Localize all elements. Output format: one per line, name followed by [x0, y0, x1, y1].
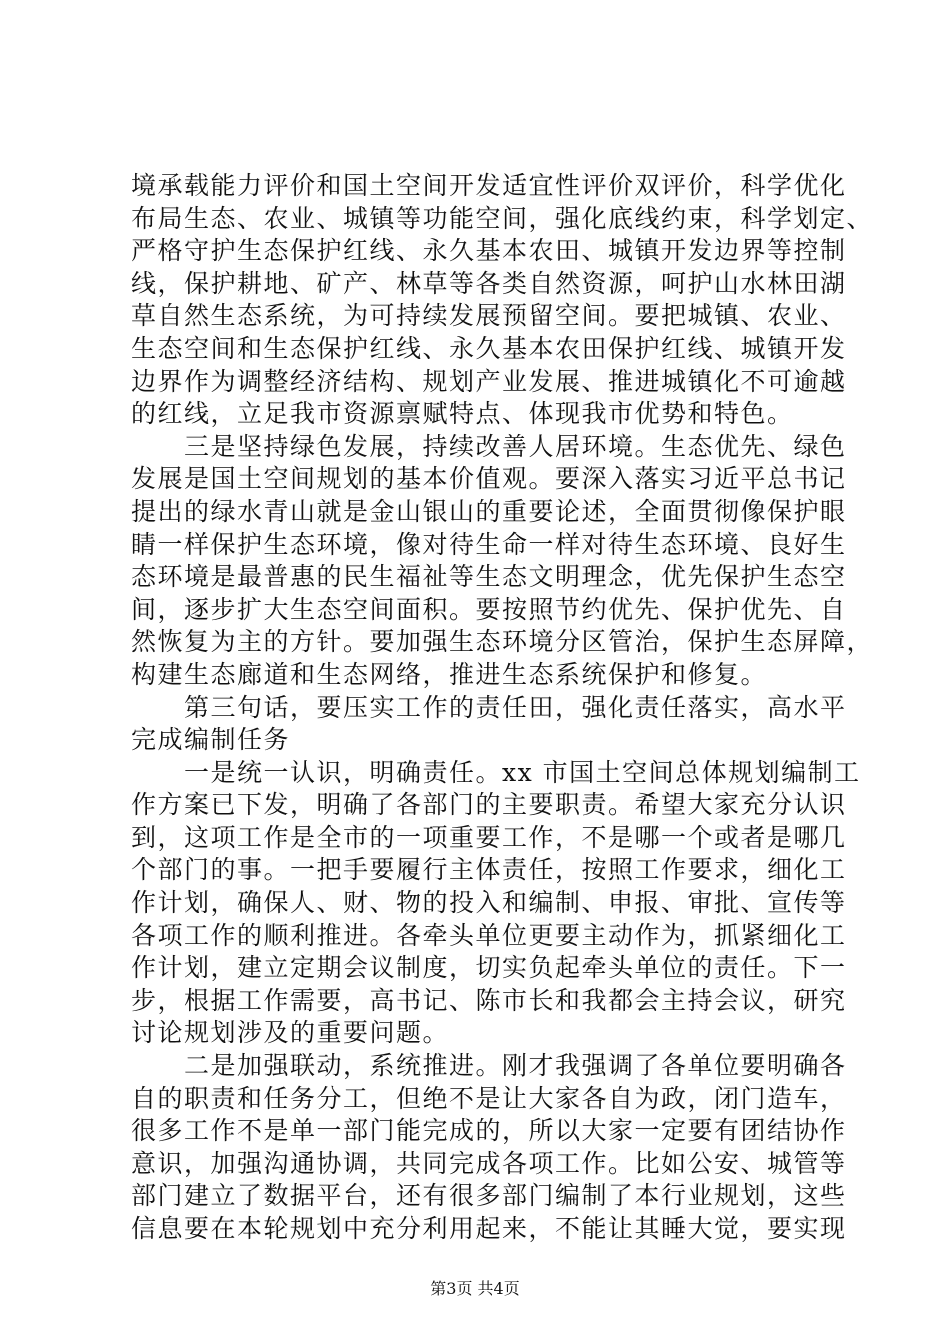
text-line: 作计划，建立定期会议制度，切实负起牵头单位的责任。下一	[131, 953, 847, 983]
text-line: 提出的绿水青山就是金山银山的重要论述，全面贯彻像保护眼	[131, 496, 847, 526]
text-line: 很多工作不是单一部门能完成的，所以大家一定要有团结协作	[131, 1116, 847, 1146]
text-line: 作计划，确保人、财、物的投入和编制、申报、审批、宣传等	[131, 888, 847, 918]
text-line: 讨论规划涉及的重要问题。	[131, 1018, 450, 1048]
text-line: 边界作为调整经济结构、规划产业发展、推进城镇化不可逾越	[131, 366, 847, 396]
text-line: 自的职责和任务分工，但绝不是让大家各自为政，闭门造车，	[131, 1083, 847, 1113]
text-line: 完成编制任务	[131, 725, 291, 755]
text-line: 信息要在本轮规划中充分利用起来，不能让其睡大觉，要实现	[131, 1214, 847, 1243]
text-line: 间，逐步扩大生态空间面积。要按照节约优先、保护优先、自	[131, 594, 847, 624]
text-line: 步，根据工作需要，高书记、陈市长和我都会主持会议，研究	[131, 985, 847, 1015]
text-line: 意识，加强沟通协调，共同完成各项工作。比如公安、城管等	[131, 1148, 847, 1178]
text-line: 然恢复为主的方针。要加强生态环境分区管治，保护生态屏障，	[131, 627, 874, 657]
text-line: 第三句话，要压实工作的责任田，强化责任落实，高水平	[131, 692, 847, 722]
text-line: 三是坚持绿色发展，持续改善人居环境。生态优先、绿色	[131, 431, 847, 461]
text-line: 睛一样保护生态环境，像对待生命一样对待生态环境、良好生	[131, 529, 847, 559]
text-line: 个部门的事。一把手要履行主体责任，按照工作要求，细化工	[131, 855, 847, 885]
text-line: 二是加强联动，系统推进。刚才我强调了各单位要明确各	[131, 1051, 847, 1081]
text-line: 生态空间和生态保护红线、永久基本农田保护红线、城镇开发	[131, 333, 847, 363]
text-line: 一是统一认识，明确责任。xx 市国土空间总体规划编制工	[131, 757, 861, 787]
body-text	[131, 170, 874, 1246]
text-line: 态环境是最普惠的民生福祉等生态文明理念，优先保护生态空	[131, 562, 847, 592]
text-line: 严格守护生态保护红线、永久基本农田、城镇开发边界等控制	[131, 236, 847, 266]
text-line: 各项工作的顺利推进。各牵头单位更要主动作为，抓紧细化工	[131, 920, 847, 950]
text-line: 的红线，立足我市资源禀赋特点、体现我市优势和特色。	[131, 399, 794, 429]
page-number-footer: 第3页 共4页	[430, 1279, 520, 1298]
text-line: 线，保护耕地、矿产、林草等各类自然资源，呵护山水林田湖	[131, 268, 847, 298]
text-line: 境承载能力评价和国土空间开发适宜性评价双评价，科学优化	[131, 171, 847, 200]
text-line: 构建生态廊道和生态网络，推进生态系统保护和修复。	[131, 659, 768, 689]
text-line: 草自然生态系统，为可持续发展预留空间。要把城镇、农业、	[131, 301, 847, 331]
text-line: 发展是国土空间规划的基本价值观。要深入落实习近平总书记	[131, 464, 847, 494]
text-line: 到，这项工作是全市的一项重要工作，不是哪一个或者是哪几	[131, 822, 847, 852]
text-line: 作方案已下发，明确了各部门的主要职责。希望大家充分认识	[131, 790, 847, 820]
text-line: 部门建立了数据平台，还有很多部门编制了本行业规划，这些	[131, 1181, 847, 1211]
text-line: 布局生态、农业、城镇等功能空间，强化底线约束，科学划定、	[131, 203, 874, 233]
